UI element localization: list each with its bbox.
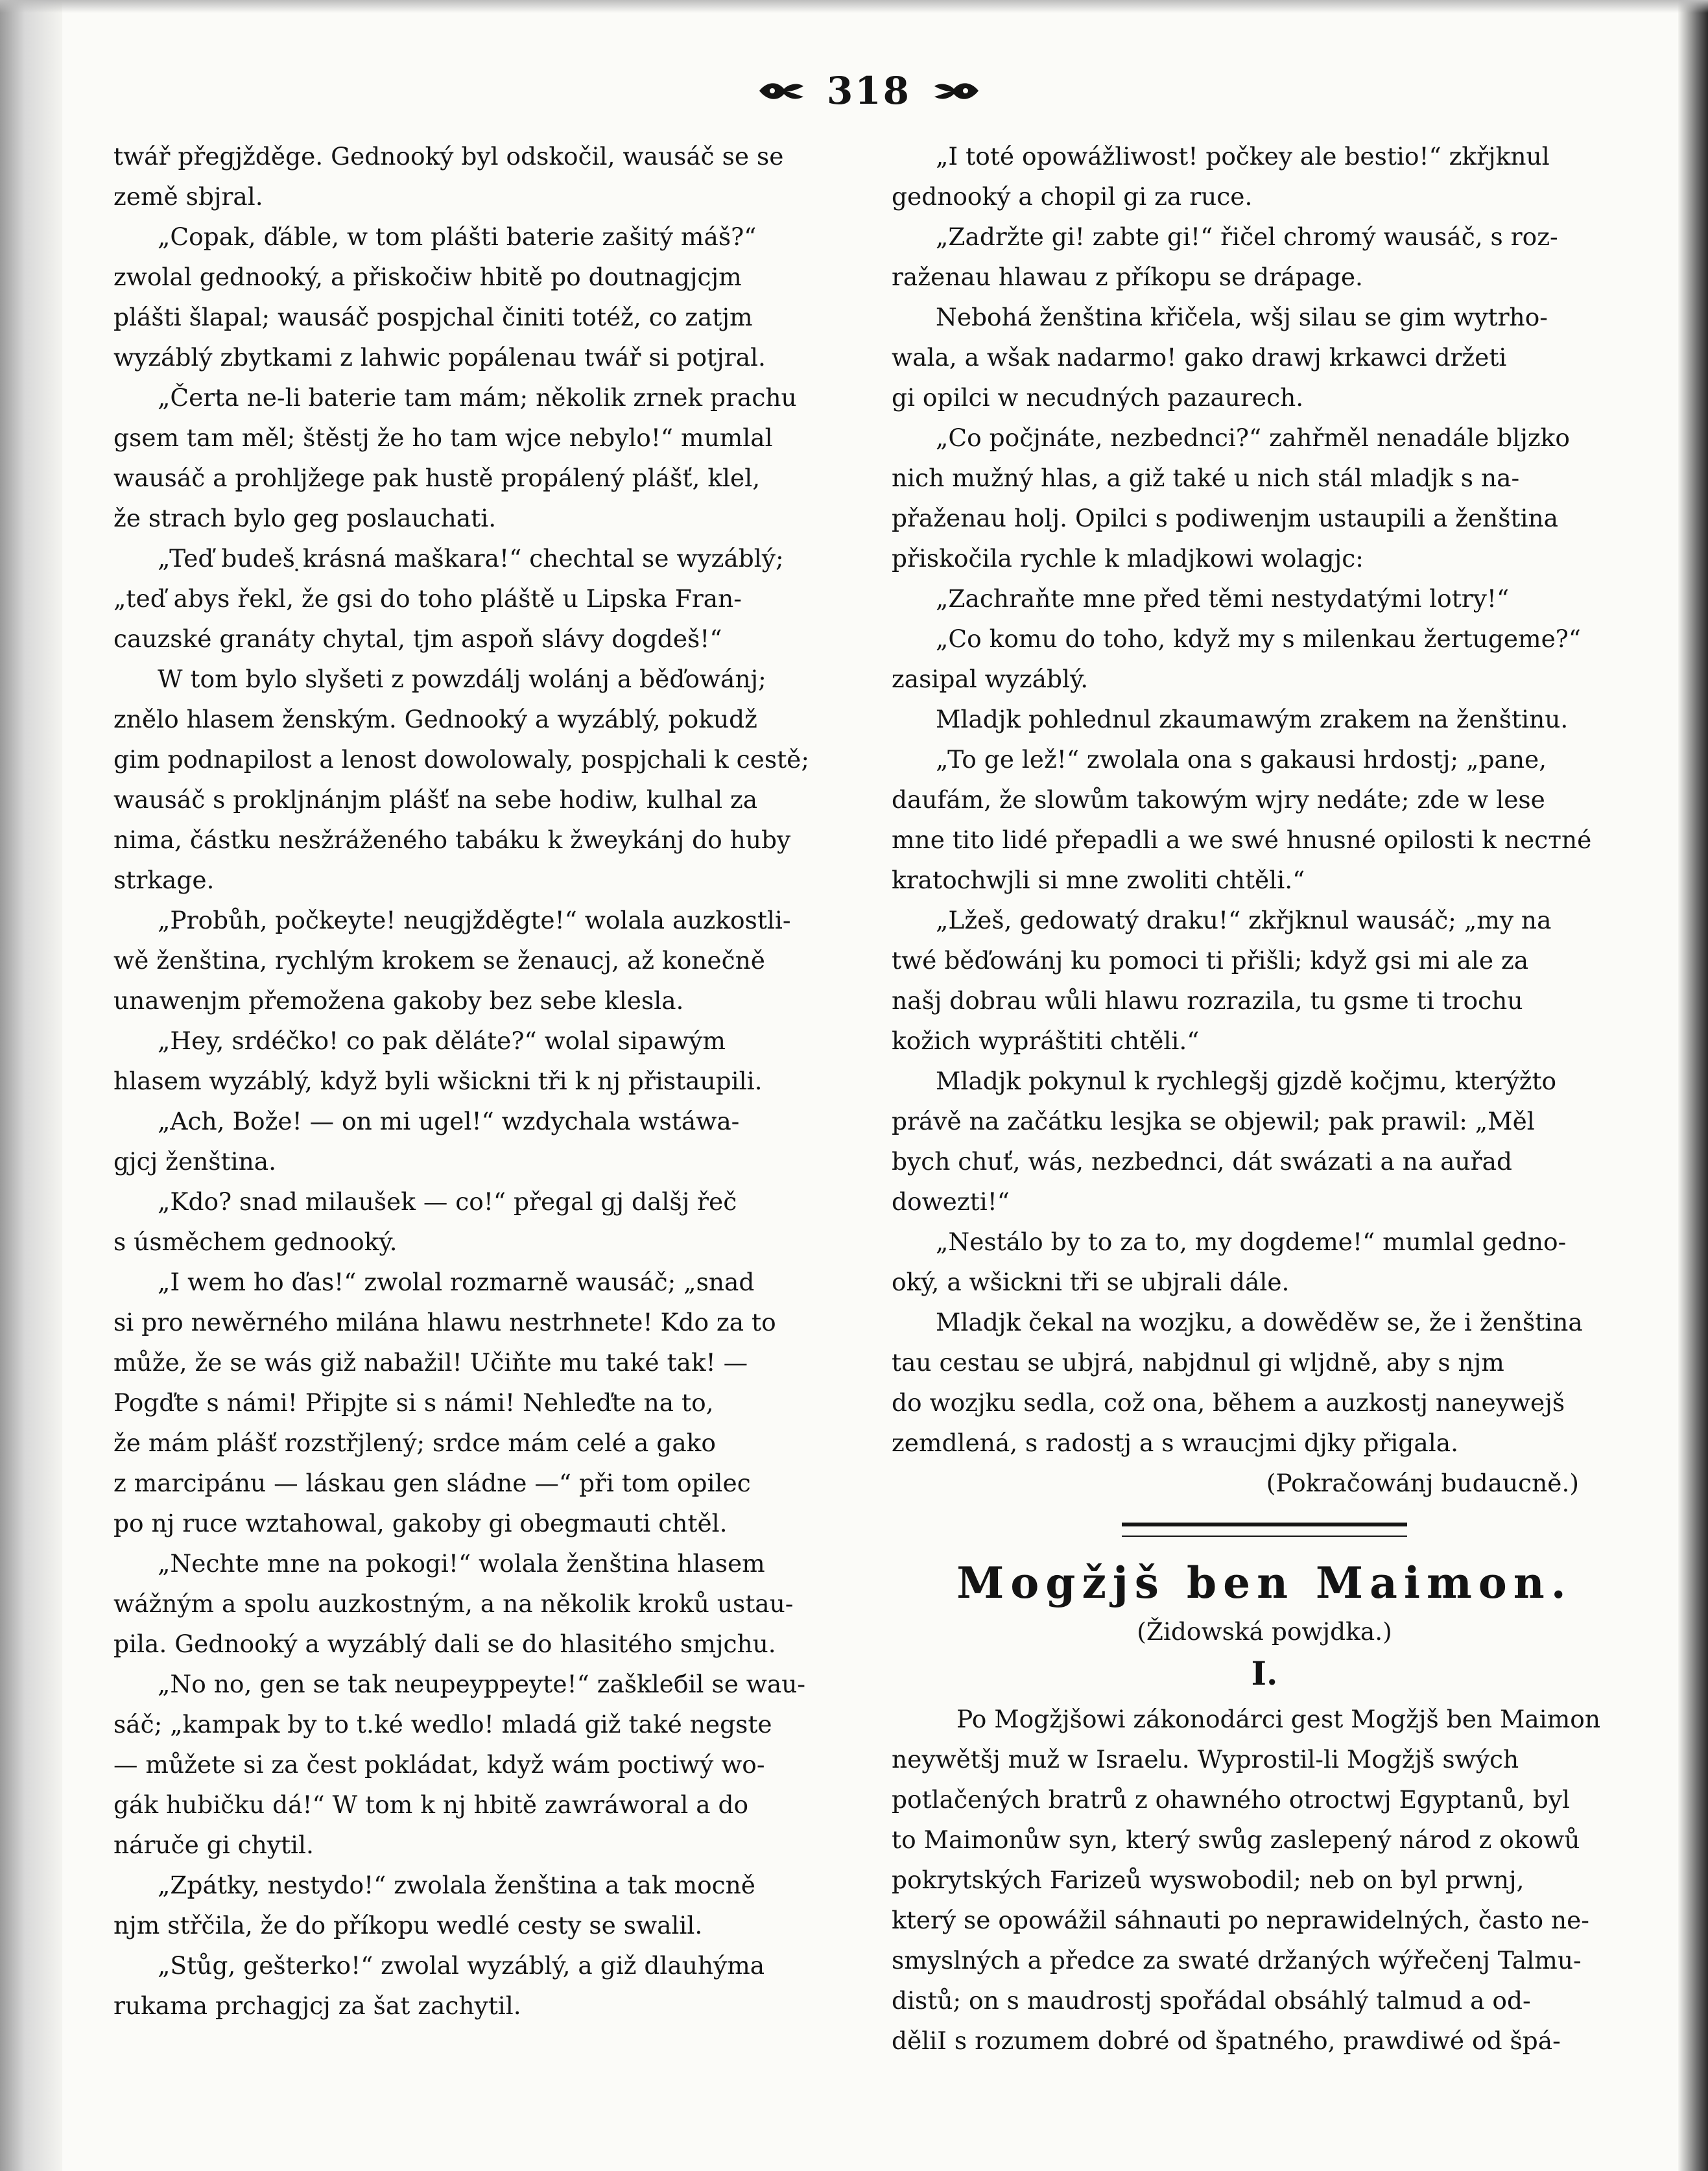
paragraph: Po Mogžjšowi zákonodárci gest Mogžjš ben Maimon neywětšj muž w Israelu. Wyprostil-li Mogžjš swých potlačených bratrů z ohawného otroctwj Egyptanů, byl to Maimonůw syn, který swůg zaslepený národ z okowů pokrytských Farizeů wyswobodil; neb on byl prwnj, který se opowážil sáhnauti po neprawidelných, často ne- smyslných a předce za swaté držaných wýřečenj Talmu- distů; on s maudrostj spořádal obsáhlý talmud a od- děliI s rozumem dobré od špatného, prawdiwé od šрá- [892, 1705, 1601, 2055]
paragraph: Mladjk čekal na wozjku, a dowěděw se, že i ženština tau cestau se ubjrá, nabјdnul gi wljdně, aby s njm do wozjku sedla, což ona, během a auzkostj naneywejš zemdlená, s radostj a s wraucјmi djky přigala. [892, 1308, 1583, 1457]
section-numeral: I. [1251, 1654, 1278, 1692]
page-shadow-top [0, 0, 1708, 13]
paragraph: „Zadržte gi! zabte gi!“ řičel chromý wausáč, s roz- raženau hlawau z příkopu se drápage. [892, 222, 1558, 291]
story-subtitle: (Židowská powjdka.) [1137, 1617, 1392, 1646]
paragraph: „Čerta ne-li baterie tam mám; několik zrnek prachu gsem tam měl; štěstj že ho tam wjce nebylo!“ mumlal wausáč a prohljžege pak hustě propálený plášť, klel, že strach bylo geg poslauchati. [113, 383, 797, 532]
continuation-note: (Pokračowánj budaucně.) [1266, 1469, 1579, 1497]
page-header [739, 62, 999, 120]
paragraph: W tom bylo slyšeti z powzdálj wolánj a běďowánj; znělo hlasem ženským. Gednooký a wyzáblý, pokudž gim podnapilost a lenost dowolowaly, pospjchali k cestě; wausáč s proklјnánjm plášť na sebe hodiw, kulhal za nima, částku nesžráženého tabáku k žweykánj do huby strkage. [113, 665, 809, 894]
paragraph: „To ge lež!“ zwolala ona s gakausi hrdostj; „pane, daufám, že slowům takowým wjry nedáte; zde w lese mne tito lidé přepadli a we swé hnusné opilosti k necтné kratochwjli si mne zwoliti chtěli.“ [892, 745, 1592, 894]
paragraph: „Teď budeš ̣krásná maškara!“ chechtal se wyzáblý; „teď abys řekl, že gsi do toho pláště u Lipska Fran- cauzské granáty chytal, tjm aspoň slávy dogdeš!“ [113, 544, 784, 653]
paragraph: „No no, gen se tak neupeyppeyte!“ zaškleбil se wau- sáč; „kampak by to t.ké wedlo! mladá giž také negste — můžete si za čest pokládat, když wám poctiwý wo- gák hubičku dá!“ W tom k nj hbitě zawráworal a do náručе gi chytil. [113, 1670, 806, 1859]
ornament-leaf-left-icon [758, 77, 805, 104]
left-column [113, 136, 859, 2146]
paragraph: „Hey, srdéčko! co pak děláte?“ wolal sipawým hlasem wyzáblý, když byli wšickni tři k nj přistaupili. [113, 1026, 763, 1095]
paragraph: „Nestálo by to za to, my dogdeme!“ mumlal gedno- oký, a wšickni tři se ubjrali dále. [892, 1228, 1567, 1296]
page-number: 318 [826, 69, 912, 113]
paragraph: „Lžeš, gedowatý draku!“ zkřjknul wausáč; „my na twé běďowánj ku pomoci ti přišli; když gsi mi ale za našj dobrau wůli hlawu rozrazila, tu gsme ti trochu kožich wypráštiti chtěli.“ [892, 906, 1552, 1055]
paragraph: „Copak, ďáble, w tom plášti baterie zašitý máš?“ zwolal gednooký, a přiskočiw hbitě po doutnagjcjm plášti šlapal; wausáč pospjchal činiti totéž, co zatjm wyzáblý zbytkami z lahwic popálenau twář si potjral. [113, 222, 766, 372]
paragraph: „Ach, Bože! — on mi ugel!“ wzdychala wstáwa- gjcj ženština. [113, 1107, 740, 1176]
paragraph: „Nechte mne na pokogi!“ wolala ženština hlasem wážným a spolu auzkostným, a na několik kroků ustau- pila. Gednooký a wyzáblý dali se do hlasitého smjchu. [113, 1549, 794, 1658]
paragraph: „Probůh, počkeyte! neugjžděgte!“ wolala auzkostli- wě ženština, rychlým krokem se ženaucj, až konečně unawenjm přemožena gakoby bez sebe klesla. [113, 906, 791, 1015]
paragraph: Nebohá ženština křičela, wšj silau se gim wytrho- wala, a wšak nadarmo! gako drawj krkawci držeti gi opilci w necudných pazaurech. [892, 303, 1548, 412]
section-divider [1122, 1523, 1407, 1537]
paragraph: „I wem ho ďas!“ zwolal rozmarně wausáč; „snad si pro newěrného milána hlawu nestrhnete! Kdo za to může, že se wás gіž nabažil! Učiňte mu také tak! — Pogďte s námi! Připjte si s námi! Nehleďte na to, že mám plášť rozstřjlený; srdce mám celé a gako z marcipánu — láskau gen sládne —“ při tom opilec po nj ruce wztahowal, gakoby gi obegmauti chtěl. [113, 1268, 776, 1537]
ornament-leaf-right-icon [933, 77, 980, 104]
paragraph: „Co komu do toho, když my s milenkau žertugeme?“ zasipal wyzáblý. [892, 624, 1582, 693]
paragraph: „Kdo? snad milaušek — co!“ přegal gj dalšj řeč s úsměchem gednooký. [113, 1187, 737, 1256]
page-shadow-left [0, 0, 62, 2171]
paragraph: „Zpátky, nestydo!“ zwolala ženština a tak mocně njm střčila, že do příkopu wedlé cesty se swalil. [113, 1871, 755, 1940]
paragraph: „Stůg, gešterko!“ zwolal wyzáblý, a giž dlauhýma rukama prchagjcj za šat zachytil. [113, 1951, 765, 2020]
paragraph: Mladjk pohlednul zkaumawým zrakem na ženštinu. [936, 705, 1569, 733]
paragraph: „I toté opowážliwost! počkey ale bestio!“ zkřjknul gednooký a chopil gi za ruce. [892, 142, 1550, 211]
paragraph: „Co počjnáte, nezbedncі?“ zahřměl nenadále blјzko nich mužný hlas, a giž také u nich stál mladjk s na- přaženau holj. Opilci s podiwenjm ustaupili a ženština přiskočila rychle k mladjkowi wolagjc: [892, 423, 1570, 573]
paragraph: twář přegjžděge. Gednooký byl odskočil, wausáč se se země sbjral. [113, 142, 784, 211]
paragraph: Mladjk pokynul k rychlegšj gjzdě kočjmu, kterýžto právě na začátku lesjka se objewil; pak prawil: „Měl bych chuť, wás, nezbedncі, dát swázati a na auřad dowezti!“ [892, 1067, 1557, 1216]
story-title: Mogžjš ben Maimon. [956, 1558, 1572, 1608]
right-column [892, 136, 1637, 2146]
page-shadow-right [1678, 0, 1708, 2171]
paragraph: „Zachraňte mne před těmi nestydatými lotry!“ [936, 584, 1510, 613]
